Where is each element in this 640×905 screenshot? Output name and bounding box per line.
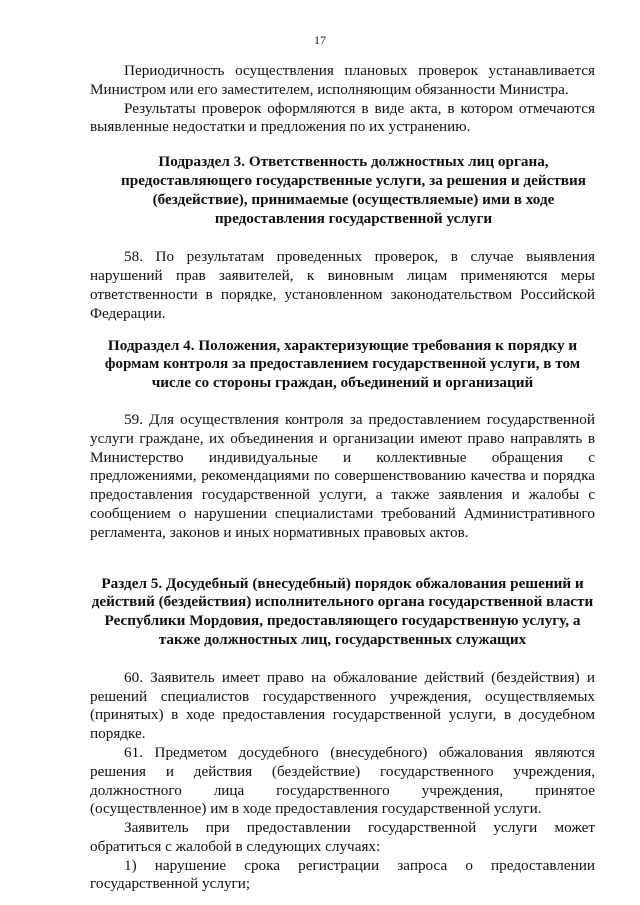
paragraph-inspection-frequency: Периодичность осуществления плановых проверок устанавливается Министром или его заместителем, исполняющим обязанности Министра. [90,62,595,98]
paragraph-inspection-results: Результаты проверок оформляются в виде акта, в котором отмечаются выявленные недостатки и предложения по их устранению. [90,99,595,136]
section-5-heading: Раздел 5. Досудебный (внесудебный) порядок обжалования решений и действий (бездействия) исполнительного органа государственной власти Республики Мордовия, предоставляющего государственную услугу, а также должностных лиц, государственных служащих [91,574,594,648]
page-number: 17 [314,33,326,47]
list-item-1: 1) нарушение срока регистрации запроса о предоставлении государственной услуги; [90,856,595,893]
paragraph-61: 61. Предметом досудебного (внесудебного) обжалования являются решения и действия (бездействие) государственного учреждения, должностного лица государственного учреждения, принятое (осуществленное) им в ходе предоставления государственной услуги. [90,743,595,818]
subsection-3-heading: Подраздел 3. Ответственность должностных лиц органа, предоставляющего государственные услуги, за решения и действия (бездействие), принимаемые (осуществляемые) ими в ходе предоставления государственной услуги [121,153,586,227]
subsection-4-heading: Подраздел 4. Положения, характеризующие требования к порядку и формам контроля за предоставлением государственной услуги, в том числе со стороны граждан, объединений и организаций [104,336,581,392]
paragraph-58: 58. По результатам проведенных проверок, в случае выявления нарушений прав заявителей, к виновным лицам применяются меры ответственности в порядке, установленном законодательством Российской Федерации. [90,248,595,322]
paragraph-60: 60. Заявитель имеет право на обжалование действий (бездействия) и решений специалистов государственного учреждения, осуществляемых (принятых) в ходе предоставления государственной услуги, в досудебном порядке. [90,668,595,743]
document-body [90,62,595,894]
paragraph-59: 59. Для осуществления контроля за предоставлением государственной услуги граждане, их объединения и организации имеют право направлять в Министерство индивидуальные и коллективные обращения с предложениями, рекомендациями по совершенствованию качества и порядка предоставления государственной услуги, а также заявления и жалобы с сообщением о нарушении специалистами требований Административного регламента, законов и иных нормативных правовых актов. [90,410,595,541]
paragraph-complaint-cases: Заявитель при предоставлении государственной услуги может обратиться с жалобой в следующих случаях: [90,819,595,855]
